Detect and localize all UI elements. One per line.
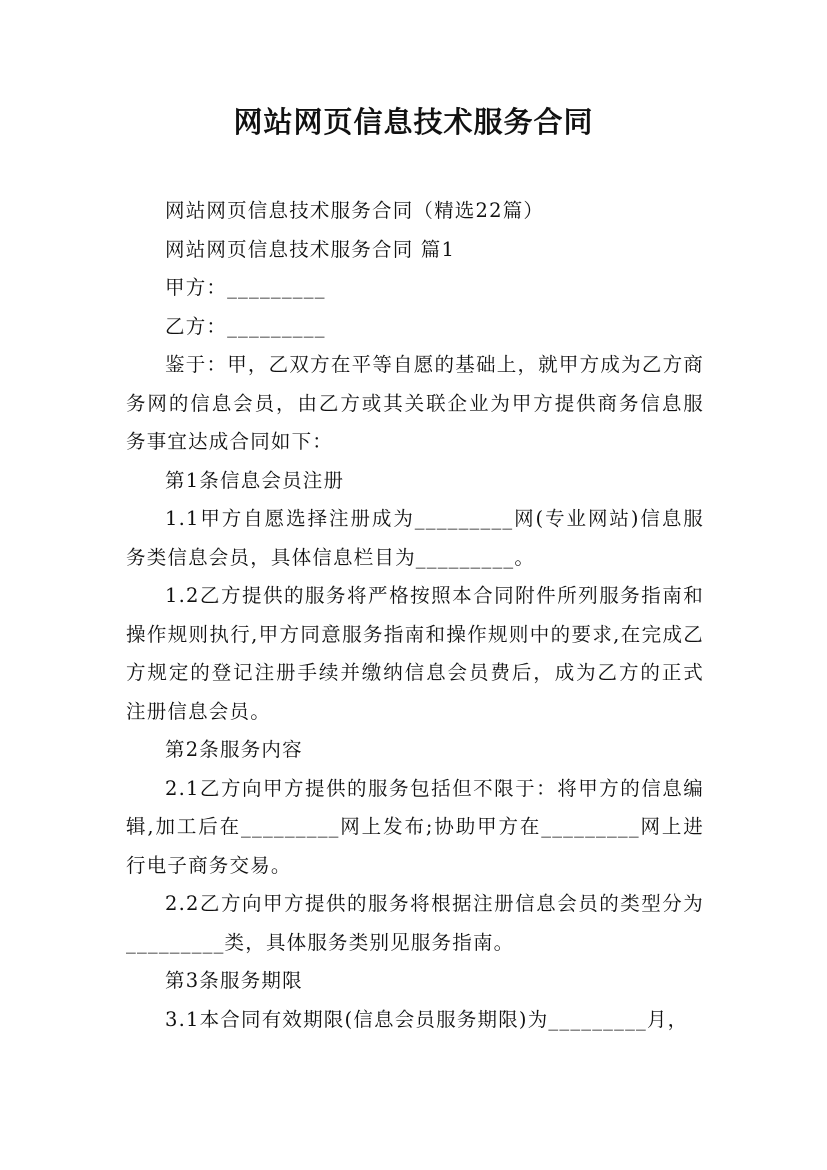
paragraph-clause-3-1: 3.1本合同有效期限(信息会员服务期限)为_________月， — [165, 1007, 689, 1031]
document-title: 网站网页信息技术服务合同 — [233, 105, 594, 139]
paragraph-article-3-heading: 第3条服务期限 — [165, 969, 303, 992]
paragraph-party-b: 乙方：_________ — [165, 314, 326, 338]
paragraph-article-2-heading: 第2条服务内容 — [165, 738, 303, 761]
paragraph-clause-1-2: 1.2乙方提供的服务将严格按照本合同附件所列服务指南和操作规则执行,甲方同意服务指南和操作规则中的要求,在完成乙方规定的登记注册手续并缴纳信息会员费后，成为乙方的正式注册信息会员。 — [126, 584, 704, 723]
paragraph-clause-2-2: 2.2乙方向甲方提供的服务将根据注册信息会员的类型分为_________类，具体服务类别见服务指南。 — [126, 892, 704, 954]
paragraph-party-a: 甲方：_________ — [165, 276, 326, 299]
paragraph-preamble: 鉴于：甲，乙双方在平等自愿的基础上，就甲方成为乙方商务网的信息会员，由乙方或其关联企业为甲方提供商务信息服务事宜达成合同如下： — [126, 353, 704, 453]
paragraph-clause-2-1: 2.1乙方向甲方提供的服务包括但不限于：将甲方的信息编辑,加工后在_________网上发布;协助甲方在_________网上进行电子商务交易。 — [126, 776, 704, 877]
paragraph-chapter-heading: 网站网页信息技术服务合同 篇1 — [165, 237, 456, 261]
document-body — [126, 192, 704, 1039]
paragraph-subtitle: 网站网页信息技术服务合同（精选22篇） — [165, 199, 545, 222]
paragraph-clause-1-1: 1.1甲方自愿选择注册成为_________网(专业网站)信息服务类信息会员，具体信息栏目为_________。 — [126, 507, 704, 569]
paragraph-article-1-heading: 第1条信息会员注册 — [165, 468, 345, 492]
